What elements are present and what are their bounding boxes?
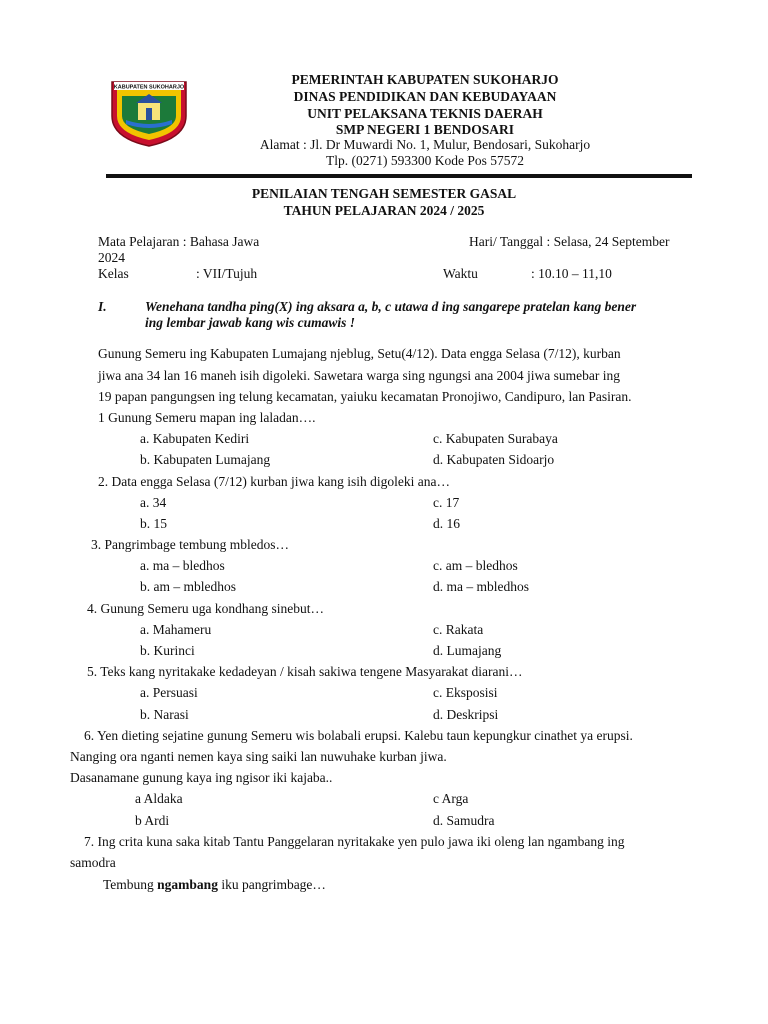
- q5-option-d: d. Deskripsi: [433, 707, 499, 722]
- q2-option-c: c. 17: [433, 495, 460, 510]
- question-3: 3. Pangrimbage tembung mbledos…: [91, 537, 289, 552]
- q3-option-d: d. ma – mbledhos: [433, 579, 529, 594]
- passage-line-2: jiwa ana 34 lan 16 maneh isih digoleki. Sawetara warga sing ngungsi ana 2004 jiwa sumebar ing: [98, 368, 621, 383]
- header-divider-thick: [106, 174, 692, 178]
- q5-option-b: b. Narasi: [140, 707, 189, 722]
- class-label: Kelas: [98, 266, 129, 281]
- q6-option-c: c Arga: [433, 791, 469, 806]
- time-label: Waktu: [443, 266, 478, 281]
- question-4: 4. Gunung Semeru uga kondhang sinebut…: [87, 601, 324, 616]
- q7-prefix: Tembung: [103, 877, 158, 892]
- q3-option-c: c. am – bledhos: [433, 558, 518, 573]
- logo-lettering: KABUPATEN SUKOHARJO: [113, 84, 185, 91]
- date-field: Hari/ Tanggal : Selasa, 24 September: [469, 234, 670, 249]
- question-6-line-2: Nanging ora nganti nemen kaya sing saiki lan nuwuhake kurban jiwa.: [70, 749, 447, 764]
- q3-option-a: a. ma – bledhos: [140, 558, 225, 573]
- subject-field: Mata Pelajaran : Bahasa Jawa: [98, 234, 260, 249]
- q5-option-a: a. Persuasi: [140, 685, 198, 700]
- question-5: 5. Teks kang nyritakake kedadeyan / kisah sakiwa tengene Masyarakat diarani…: [87, 664, 523, 679]
- date-year: 2024: [98, 250, 125, 265]
- q4-option-a: a. Mahameru: [140, 622, 212, 637]
- q2-option-b: b. 15: [140, 516, 167, 531]
- question-6-line-1: 6. Yen dieting sejatine gunung Semeru wis bolabali erupsi. Kalebu taun kepungkur cinathet ya erupsi.: [84, 728, 633, 743]
- q5-option-c: c. Eksposisi: [433, 685, 498, 700]
- q4-option-b: b. Kurinci: [140, 643, 195, 658]
- question-7-line-1: 7. Ing crita kuna saka kitab Tantu Panggelaran nyritakake yen pulo jawa iki oleng lan ngambang ing: [84, 834, 625, 849]
- q6-option-a: a Aldaka: [135, 791, 183, 806]
- q1-option-d: d. Kabupaten Sidoarjo: [433, 452, 555, 467]
- header-line-1: PEMERINTAH KABUPATEN SUKOHARJO: [291, 72, 559, 87]
- section-instruction-line-2: ing lembar jawab kang wis cumawis !: [145, 315, 356, 330]
- q1-option-a: a. Kabupaten Kediri: [140, 431, 250, 446]
- passage-line-3: 19 papan pangungsen ing telung kecamatan, yaiuku kecamatan Pronojiwo, Candipuro, lan Pasiran.: [98, 389, 632, 404]
- question-1: 1 Gunung Semeru mapan ing laladan….: [98, 410, 316, 425]
- q7-bold-word: ngambang: [157, 877, 218, 892]
- q2-option-d: d. 16: [433, 516, 460, 531]
- q1-option-b: b. Kabupaten Lumajang: [140, 452, 271, 467]
- question-7-line-2: samodra: [70, 855, 116, 870]
- q4-option-c: c. Rakata: [433, 622, 484, 637]
- header-phone: Tlp. (0271) 593300 Kode Pos 57572: [326, 153, 524, 168]
- regency-logo: [108, 76, 190, 148]
- q1-option-c: c. Kabupaten Surabaya: [433, 431, 558, 446]
- header-address: Alamat : Jl. Dr Muwardi No. 1, Mulur, Bendosari, Sukoharjo: [259, 137, 591, 152]
- section-instruction-line-1: Wenehana tandha ping(X) ing aksara a, b, c utawa d ing sangarepe pratelan kang bener: [145, 299, 637, 314]
- header-line-2: DINAS PENDIDIKAN DAN KEBUDAYAAN: [293, 89, 557, 104]
- question-7-line-3: [103, 877, 326, 893]
- passage-line-1: Gunung Semeru ing Kabupaten Lumajang njeblug, Setu(4/12). Data engga Selasa (7/12), kurban: [98, 346, 621, 361]
- header-line-3: UNIT PELAKSANA TEKNIS DAERAH: [307, 106, 543, 121]
- q2-option-a: a. 34: [140, 495, 167, 510]
- exam-title: PENILAIAN TENGAH SEMESTER GASAL: [251, 186, 517, 201]
- q7-suffix: iku pangrimbage…: [217, 877, 326, 892]
- section-number: I.: [98, 299, 107, 314]
- question-2: 2. Data engga Selasa (7/12) kurban jiwa kang isih digoleki ana…: [98, 474, 451, 489]
- question-6-line-3: Dasanamane gunung kaya ing ngisor iki kajaba..: [70, 770, 333, 785]
- q6-option-b: b Ardi: [135, 813, 170, 828]
- header-line-4: SMP NEGERI 1 BENDOSARI: [335, 122, 515, 137]
- class-value: : VII/Tujuh: [196, 266, 258, 281]
- q6-option-d: d. Samudra: [433, 813, 495, 828]
- time-value: : 10.10 – 11,10: [531, 266, 612, 281]
- q3-option-b: b. am – mbledhos: [140, 579, 236, 594]
- q4-option-d: d. Lumajang: [433, 643, 502, 658]
- exam-year: TAHUN PELAJARAN 2024 / 2025: [283, 203, 485, 218]
